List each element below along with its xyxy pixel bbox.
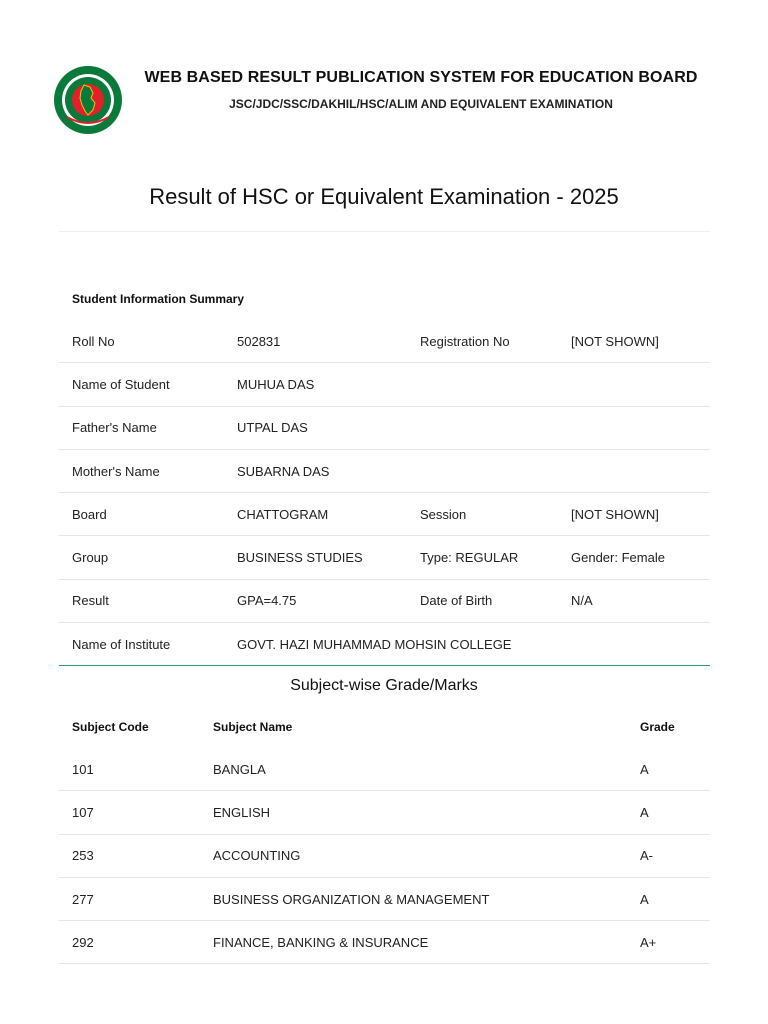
info-value: GPA=4.75 — [237, 579, 420, 622]
info-value: [NOT SHOWN] — [571, 320, 710, 363]
subject-grade: A- — [640, 834, 710, 877]
table-row — [59, 877, 710, 920]
student-info-table — [59, 320, 710, 666]
subject-grades-heading: Subject-wise Grade/Marks — [290, 677, 478, 694]
info-value: SUBARNA DAS — [237, 449, 420, 492]
subject-name: BANGLA — [213, 748, 640, 791]
subject-name: BUSINESS ORGANIZATION & MANAGEMENT — [213, 877, 640, 920]
subject-code: 253 — [59, 834, 213, 877]
exam-list-subtitle: JSC/JDC/SSC/DAKHIL/HSC/ALIM AND EQUIVALENT EXAMINATION — [229, 97, 613, 111]
table-row — [59, 748, 710, 791]
subject-code: 101 — [59, 748, 213, 791]
system-title: WEB BASED RESULT PUBLICATION SYSTEM FOR EDUCATION BOARD — [144, 69, 698, 86]
column-header: Subject Name — [213, 720, 293, 734]
subject-grades-table — [59, 706, 710, 964]
info-value: GOVT. HAZI MUHAMMAD MOHSIN COLLEGE — [237, 623, 710, 666]
info-value: MUHUA DAS — [237, 363, 420, 406]
info-label: Group — [59, 536, 237, 579]
subject-grade: A+ — [640, 921, 710, 964]
subject-name: ENGLISH — [213, 791, 640, 834]
info-label: Mother's Name — [59, 449, 237, 492]
bangladesh-government-seal-icon — [53, 65, 123, 135]
info-label: Name of Student — [59, 363, 237, 406]
info-label: Father's Name — [59, 406, 237, 449]
page-title: Result of HSC or Equivalent Examination - 2025 — [149, 184, 619, 209]
student-info-heading: Student Information Summary — [72, 292, 245, 306]
subject-grade: A — [640, 791, 710, 834]
info-label: Roll No — [59, 320, 237, 363]
info-row-roll — [59, 320, 710, 363]
subject-name: ACCOUNTING — [213, 834, 640, 877]
info-label: Result — [59, 579, 237, 622]
info-label — [420, 363, 571, 406]
subject-grade: A — [640, 877, 710, 920]
info-row-group — [59, 536, 710, 579]
info-label: Board — [59, 493, 237, 536]
info-label — [420, 406, 571, 449]
info-label — [420, 449, 571, 492]
subject-code: 277 — [59, 877, 213, 920]
info-value: Type: REGULAR — [420, 536, 571, 579]
subject-code: 107 — [59, 791, 213, 834]
info-row-institute — [59, 623, 710, 666]
column-header: Grade — [640, 720, 675, 734]
info-value: CHATTOGRAM — [237, 493, 420, 536]
subject-code: 292 — [59, 921, 213, 964]
info-value: N/A — [571, 579, 710, 622]
info-value — [571, 406, 710, 449]
info-row-student-name — [59, 363, 710, 406]
subject-name: FINANCE, BANKING & INSURANCE — [213, 921, 640, 964]
info-label: Date of Birth — [420, 579, 571, 622]
info-label: Name of Institute — [59, 623, 237, 666]
info-value: UTPAL DAS — [237, 406, 420, 449]
info-value: [NOT SHOWN] — [571, 493, 710, 536]
column-header: Subject Code — [72, 720, 149, 734]
table-header-row — [59, 706, 710, 748]
info-value — [571, 363, 710, 406]
info-row-mother-name — [59, 449, 710, 492]
info-label: Registration No — [420, 320, 571, 363]
info-value — [571, 449, 710, 492]
info-value: 502831 — [237, 320, 420, 363]
info-label: Session — [420, 493, 571, 536]
info-value: BUSINESS STUDIES — [237, 536, 420, 579]
table-row — [59, 921, 710, 964]
info-row-result — [59, 579, 710, 622]
title-divider — [59, 231, 710, 232]
table-row — [59, 791, 710, 834]
table-row — [59, 834, 710, 877]
subject-grade: A — [640, 748, 710, 791]
info-row-father-name — [59, 406, 710, 449]
info-value: Gender: Female — [571, 536, 710, 579]
info-row-board — [59, 493, 710, 536]
